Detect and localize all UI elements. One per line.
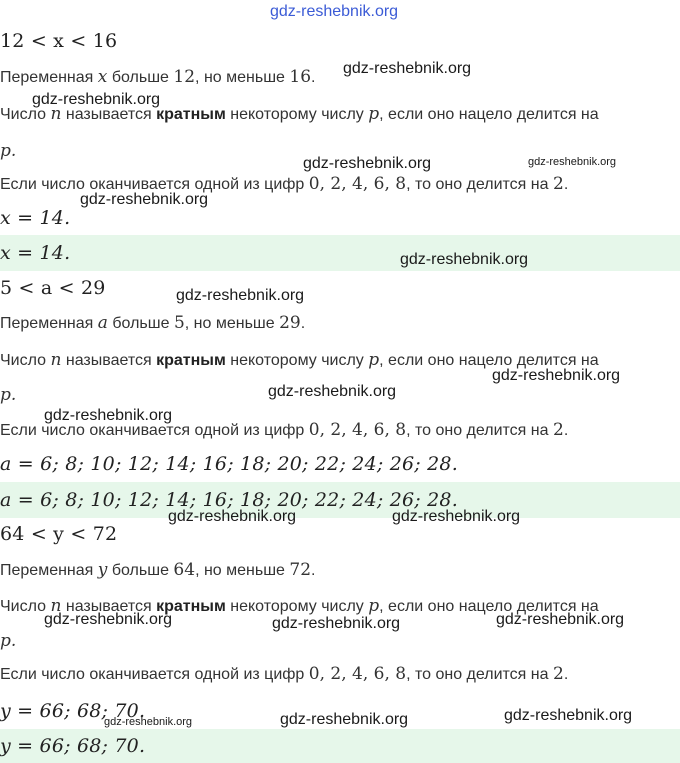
inequality-3: 64 < y < 72 xyxy=(0,523,118,545)
working-1: x = 14. xyxy=(0,207,71,229)
answer-3: y = 66; 68; 70. xyxy=(0,735,146,757)
variable-range-2: Переменная a больше 5, но меньше 29. xyxy=(0,313,306,333)
watermark: gdz-reshebnik.org xyxy=(44,407,173,424)
multiple-definition-2: Число n называется кратным некоторому числу p, если оно нацело делится на xyxy=(0,350,599,370)
multiple-definition-p-1: p. xyxy=(0,141,17,161)
watermark: gdz-reshebnik.org xyxy=(496,611,625,628)
watermark: gdz-reshebnik.org xyxy=(343,60,472,77)
watermark: gdz-reshebnik.org xyxy=(280,711,409,728)
watermark: gdz-reshebnik.org xyxy=(504,707,633,724)
variable-range-1: Переменная x больше 12, но меньше 16. xyxy=(0,67,316,87)
watermark: gdz-reshebnik.org xyxy=(168,508,297,525)
watermark: gdz-reshebnik.org xyxy=(268,383,397,400)
watermark: gdz-reshebnik.org xyxy=(400,251,529,268)
divisibility-rule-3: Если число оканчивается одной из цифр 0, 2, 4, 6, 8, то оно делится на 2. xyxy=(0,664,569,684)
watermark: gdz-reshebnik.org xyxy=(176,287,305,304)
divisibility-rule-2: Если число оканчивается одной из цифр 0, 2, 4, 6, 8, то оно делится на 2. xyxy=(0,420,569,440)
watermark: gdz-reshebnik.org xyxy=(44,611,173,628)
variable-range-3: Переменная y больше 64, но меньше 72. xyxy=(0,560,316,580)
divisibility-rule-1: Если число оканчивается одной из цифр 0, 2, 4, 6, 8, то оно делится на 2. xyxy=(0,174,569,194)
multiple-definition-3: Число n называется кратным некоторому числу p, если оно нацело делится на xyxy=(0,596,599,616)
inequality-2: 5 < a < 29 xyxy=(0,277,106,299)
answer-2: a = 6; 8; 10; 12; 14; 16; 18; 20; 22; 24; 26; 28. xyxy=(0,489,458,511)
watermark: gdz-reshebnik.org xyxy=(80,191,209,208)
working-2: a = 6; 8; 10; 12; 14; 16; 18; 20; 22; 24; 26; 28. xyxy=(0,453,458,475)
watermark-top: gdz-reshebnik.org xyxy=(270,3,399,20)
answer-1: x = 14. xyxy=(0,242,71,264)
watermark: gdz-reshebnik.org xyxy=(392,508,521,525)
multiple-definition-1: Число n называется кратным некоторому числу p, если оно нацело делится на xyxy=(0,104,599,124)
inequality-1: 12 < x < 16 xyxy=(0,30,118,52)
watermark: gdz-reshebnik.org xyxy=(104,716,193,728)
multiple-definition-p-2: p. xyxy=(0,385,17,405)
answer-band-1 xyxy=(0,235,680,271)
multiple-definition-p-3: p. xyxy=(0,631,17,651)
watermark: gdz-reshebnik.org xyxy=(272,615,401,632)
working-3: y = 66; 68; 70. xyxy=(0,700,146,722)
watermark: gdz-reshebnik.org xyxy=(528,156,617,168)
watermark: gdz-reshebnik.org xyxy=(492,367,621,384)
watermark: gdz-reshebnik.org xyxy=(32,91,161,108)
watermark: gdz-reshebnik.org xyxy=(303,155,432,172)
